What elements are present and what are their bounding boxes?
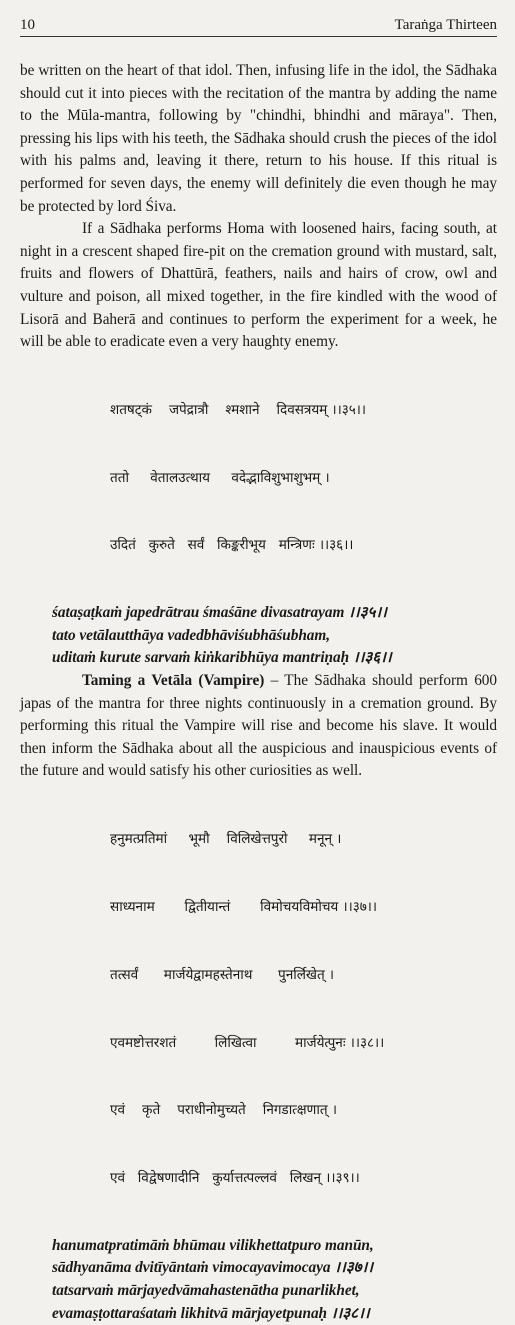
transliteration-line: tato vetālautthāya vadedbhāviśubhāśubham, <box>52 626 330 644</box>
transliteration-line: evamaṣṭottaraśataṁ likhitvā mārjayetpunaḥ ।।३८।। <box>52 1304 370 1322</box>
paragraph: be written on the heart of that idol. Then, infusing life in the idol, the Sādhaka should cut it into pieces with the recitation of the mantra by adding the name to the Mūla-mantra, following by "chindhi, bhindhi and māraya". Then, pressing his lips with his teeth, the Sādhaka should crush the pieces of the idol with his palms and, leaving it there, return to his house. If this ritual is performed for seven days, the enemy will definitely die even though he may be protected by lord Śiva. <box>20 62 497 215</box>
sanskrit-verse-line: ततो वेतालउत्थाय वदेद्भाविशुभाशुभम् । <box>110 469 330 486</box>
running-header <box>20 14 497 37</box>
sanskrit-verse-line: तत्सर्वं मार्जयेद्वामहस्तेनाथ पुनर्लिखेत् । <box>110 966 335 983</box>
paragraph <box>20 670 497 783</box>
section-text: – The Sādhaka should perform 600 japas of the mantra for three nights continuously in a cremation ground. By performing this ritual the Vampire will rise and become his slave. It would then inform the Sādhaka about all the auspicious and inauspicious events of the future and would satisfy his other curiosities as well. <box>20 672 498 780</box>
sanskrit-verse-line: साध्यनाम द्वितीयान्तं विमोचयविमोचय ।।३७।। <box>110 898 377 915</box>
page-number: 10 <box>20 17 35 33</box>
sanskrit-verse-line: शतषट्कं जपेद्रात्रौ श्मशाने दिवसत्रयम् ।।३५।। <box>110 401 366 418</box>
sanskrit-verse-block <box>20 354 497 603</box>
section-heading: Taming a Vetāla (Vampire) <box>82 672 265 690</box>
sanskrit-verse-line: उदितं कुरुते सर्वं किङ्करीभूय मन्त्रिणः ।।३६।। <box>110 537 354 554</box>
sanskrit-verse-line: एवं कृते पराधीनोमुच्यते निगडात्क्षणात् । <box>110 1102 337 1119</box>
transliteration-block <box>20 602 497 670</box>
transliteration-line: uditaṁ kurute sarvaṁ kiṅkaribhūya mantriṇaḥ ।।३६।। <box>52 649 392 667</box>
transliteration-line: sādhyanāma dvitīyāntaṁ vimocayavimocaya ।।३७।। <box>52 1259 374 1277</box>
sanskrit-verse-line: एवमष्टोत्तरशतं लिखित्वा मार्जयेत्पुनः ।।३८।। <box>110 1034 385 1051</box>
transliteration-block <box>20 1235 497 1325</box>
sanskrit-verse-line: एवं विद्वेषणादीनि कुर्यात्तत्पल्लवं लिखन् ।।३९।। <box>110 1170 360 1187</box>
paragraph: If a Sādhaka performs Homa with loosened hairs, facing south, at night in a crescent shaped fire-pit on the cremation ground with mustard, salt, fruits and flowers of Dhattūrā, feathers, nails and hairs of crow, owl and vulture and poison, all mixed together, in the fire kindled with the wood of Lisorā and Baherā and continues to perform the experiment for a week, he will be able to eradicate even a very haughty enemy. <box>20 220 497 351</box>
sanskrit-verse-block <box>20 783 497 1235</box>
page-body <box>20 60 497 1325</box>
transliteration-line: śataṣaṭkaṁ japedrātrau śmaśāne divasatrayam ।।३५।। <box>52 604 387 622</box>
running-title: Taraṅga Thirteen <box>394 17 497 33</box>
transliteration-line: tatsarvaṁ mārjayedvāmahastenātha punarlikhet, <box>52 1282 360 1300</box>
transliteration-line: hanumatpratimāṁ bhūmau vilikhettatpuro manūn, <box>52 1236 374 1254</box>
sanskrit-verse-line: हनुमत्प्रतिमां भूमौ विलिखेत्तपुरो मनून् । <box>110 831 342 848</box>
